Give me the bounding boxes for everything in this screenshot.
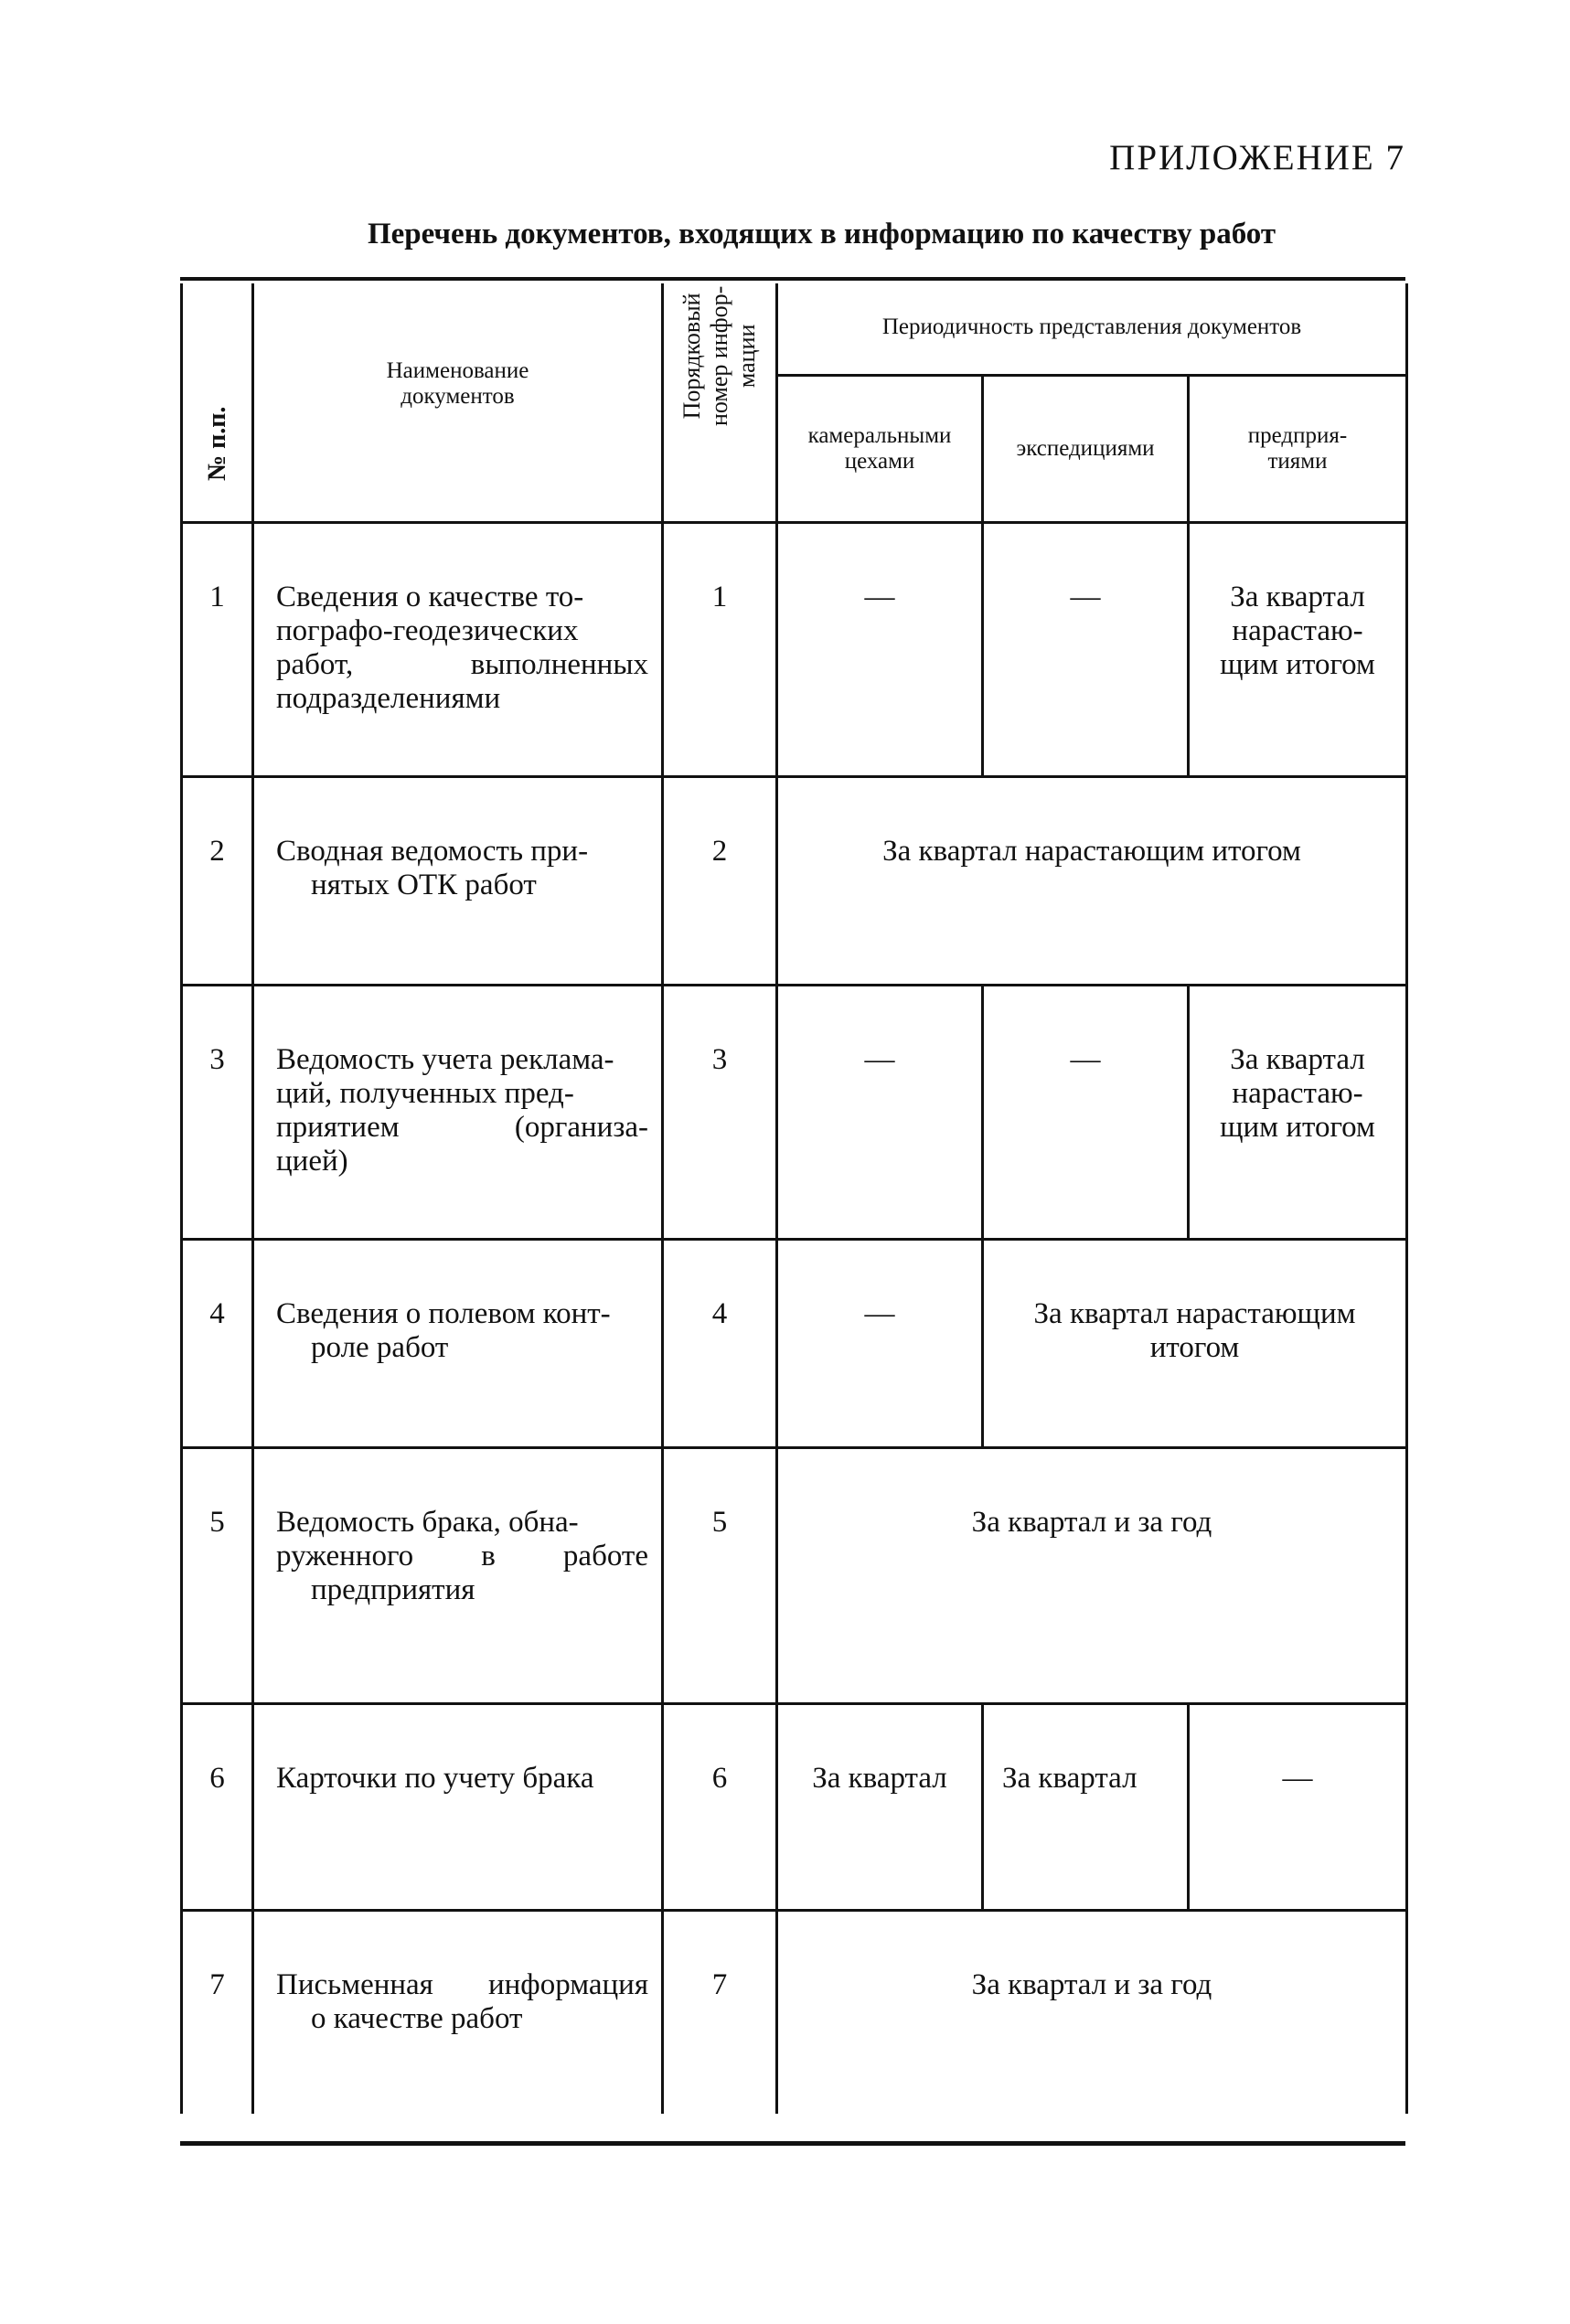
row-name-line: цией) bbox=[276, 1145, 348, 1178]
row-code: 5 bbox=[663, 1448, 777, 1704]
row-enterprise: — bbox=[1189, 1704, 1407, 1911]
table-row bbox=[182, 1704, 1407, 1911]
row-merged-line: итогом bbox=[1149, 1331, 1240, 1364]
row-num: 6 bbox=[182, 1704, 253, 1911]
row-expedition: — bbox=[983, 523, 1189, 777]
row-enterprise-line: За квартал bbox=[1230, 1043, 1365, 1076]
row-code: 2 bbox=[663, 777, 777, 986]
row-name-line: приятием (организа- bbox=[276, 1111, 648, 1144]
row-enterprise bbox=[1189, 986, 1407, 1240]
row-enterprise-line: нарастаю- bbox=[1232, 614, 1363, 647]
header-cameral-line1: камеральными bbox=[807, 423, 952, 448]
table-bottom-rule bbox=[180, 2141, 1405, 2146]
header-code-line3: мации bbox=[733, 324, 760, 389]
header-name-line2: документов bbox=[401, 384, 515, 409]
header-num bbox=[182, 283, 253, 523]
row-name-line: Сводная ведомость при- bbox=[276, 835, 589, 868]
row-cameral: — bbox=[777, 986, 983, 1240]
row-enterprise-line: щим итогом bbox=[1220, 1111, 1375, 1144]
table-row bbox=[182, 1911, 1407, 2114]
row-code: 7 bbox=[663, 1911, 777, 2114]
table-row bbox=[182, 523, 1407, 777]
header-code-line2: номер инфор- bbox=[706, 285, 732, 426]
header-cameral-line2: цехами bbox=[844, 449, 915, 474]
table-row bbox=[182, 1240, 1407, 1448]
row-name-line: роле работ bbox=[311, 1331, 449, 1364]
row-merged-period: За квартал нарастающим итогом bbox=[777, 777, 1407, 986]
row-name bbox=[253, 986, 663, 1240]
row-name bbox=[253, 1448, 663, 1704]
row-num: 5 bbox=[182, 1448, 253, 1704]
row-name-line: Сведения о качестве то- bbox=[276, 581, 584, 613]
row-name-line: предприятия bbox=[311, 1573, 475, 1606]
header-enterprise bbox=[1189, 376, 1407, 523]
row-enterprise-line: За квартал bbox=[1230, 581, 1365, 613]
table-header-row bbox=[182, 283, 1407, 376]
row-name-line: руженного в работе bbox=[276, 1540, 648, 1572]
row-cameral: — bbox=[777, 1240, 983, 1448]
row-name bbox=[253, 1911, 663, 2114]
row-num: 7 bbox=[182, 1911, 253, 2114]
row-enterprise bbox=[1189, 523, 1407, 777]
row-name bbox=[253, 1240, 663, 1448]
header-enterprise-line2: тиями bbox=[1267, 449, 1328, 474]
row-name-line: Ведомость учета реклама- bbox=[276, 1043, 614, 1076]
table-row bbox=[182, 986, 1407, 1240]
row-num: 3 bbox=[182, 986, 253, 1240]
table-top-rule bbox=[180, 277, 1405, 281]
header-code bbox=[663, 283, 777, 523]
row-enterprise-line: щим итогом bbox=[1220, 648, 1375, 681]
row-merged-line: За квартал нарастающим bbox=[1033, 1297, 1356, 1330]
header-code-line1: Порядковый bbox=[678, 293, 705, 420]
row-merged-period: За квартал и за год bbox=[777, 1911, 1407, 2114]
row-expedition: За квартал bbox=[983, 1704, 1189, 1911]
header-cameral bbox=[777, 376, 983, 523]
row-name-line: Письменная информация bbox=[276, 1968, 648, 2001]
row-name-line: Ведомость брака, обна- bbox=[276, 1506, 579, 1539]
row-merged-period bbox=[983, 1240, 1407, 1448]
row-name bbox=[253, 777, 663, 986]
header-num-text: № п.п. bbox=[202, 406, 231, 481]
header-enterprise-line1: предприя- bbox=[1247, 423, 1348, 448]
table-row bbox=[182, 1448, 1407, 1704]
row-name-line: ций, полученных пред- bbox=[276, 1077, 574, 1110]
row-cameral: — bbox=[777, 523, 983, 777]
row-name-line: Сведения о полевом конт- bbox=[276, 1297, 611, 1330]
row-name-line: пографо-геодезических bbox=[276, 614, 579, 647]
row-name-line: работ, выполненных bbox=[276, 648, 648, 681]
row-name bbox=[253, 523, 663, 777]
document-title: Перечень документов, входящих в информацию по качеству работ bbox=[367, 218, 1276, 251]
documents-table bbox=[180, 283, 1408, 2114]
row-code: 3 bbox=[663, 986, 777, 1240]
header-period: Периодичность представления документов bbox=[777, 283, 1407, 376]
row-enterprise-line: нарастаю- bbox=[1232, 1077, 1363, 1110]
table-row bbox=[182, 777, 1407, 986]
appendix-label: ПРИЛОЖЕНИЕ 7 bbox=[1109, 138, 1405, 177]
row-num: 1 bbox=[182, 523, 253, 777]
row-num: 4 bbox=[182, 1240, 253, 1448]
row-code: 6 bbox=[663, 1704, 777, 1911]
row-num: 2 bbox=[182, 777, 253, 986]
row-expedition: — bbox=[983, 986, 1189, 1240]
row-name: Карточки по учету брака bbox=[253, 1704, 663, 1911]
header-name bbox=[253, 283, 663, 523]
row-name-line: подразделениями bbox=[276, 682, 501, 715]
row-code: 4 bbox=[663, 1240, 777, 1448]
row-name-line: о качестве работ bbox=[311, 2002, 523, 2035]
header-expedition: экспедициями bbox=[983, 376, 1189, 523]
row-merged-period: За квартал и за год bbox=[777, 1448, 1407, 1704]
header-name-line1: Наименование bbox=[386, 358, 529, 383]
row-code: 1 bbox=[663, 523, 777, 777]
row-cameral: За квартал bbox=[777, 1704, 983, 1911]
row-name-line: нятых ОТК работ bbox=[311, 869, 537, 901]
